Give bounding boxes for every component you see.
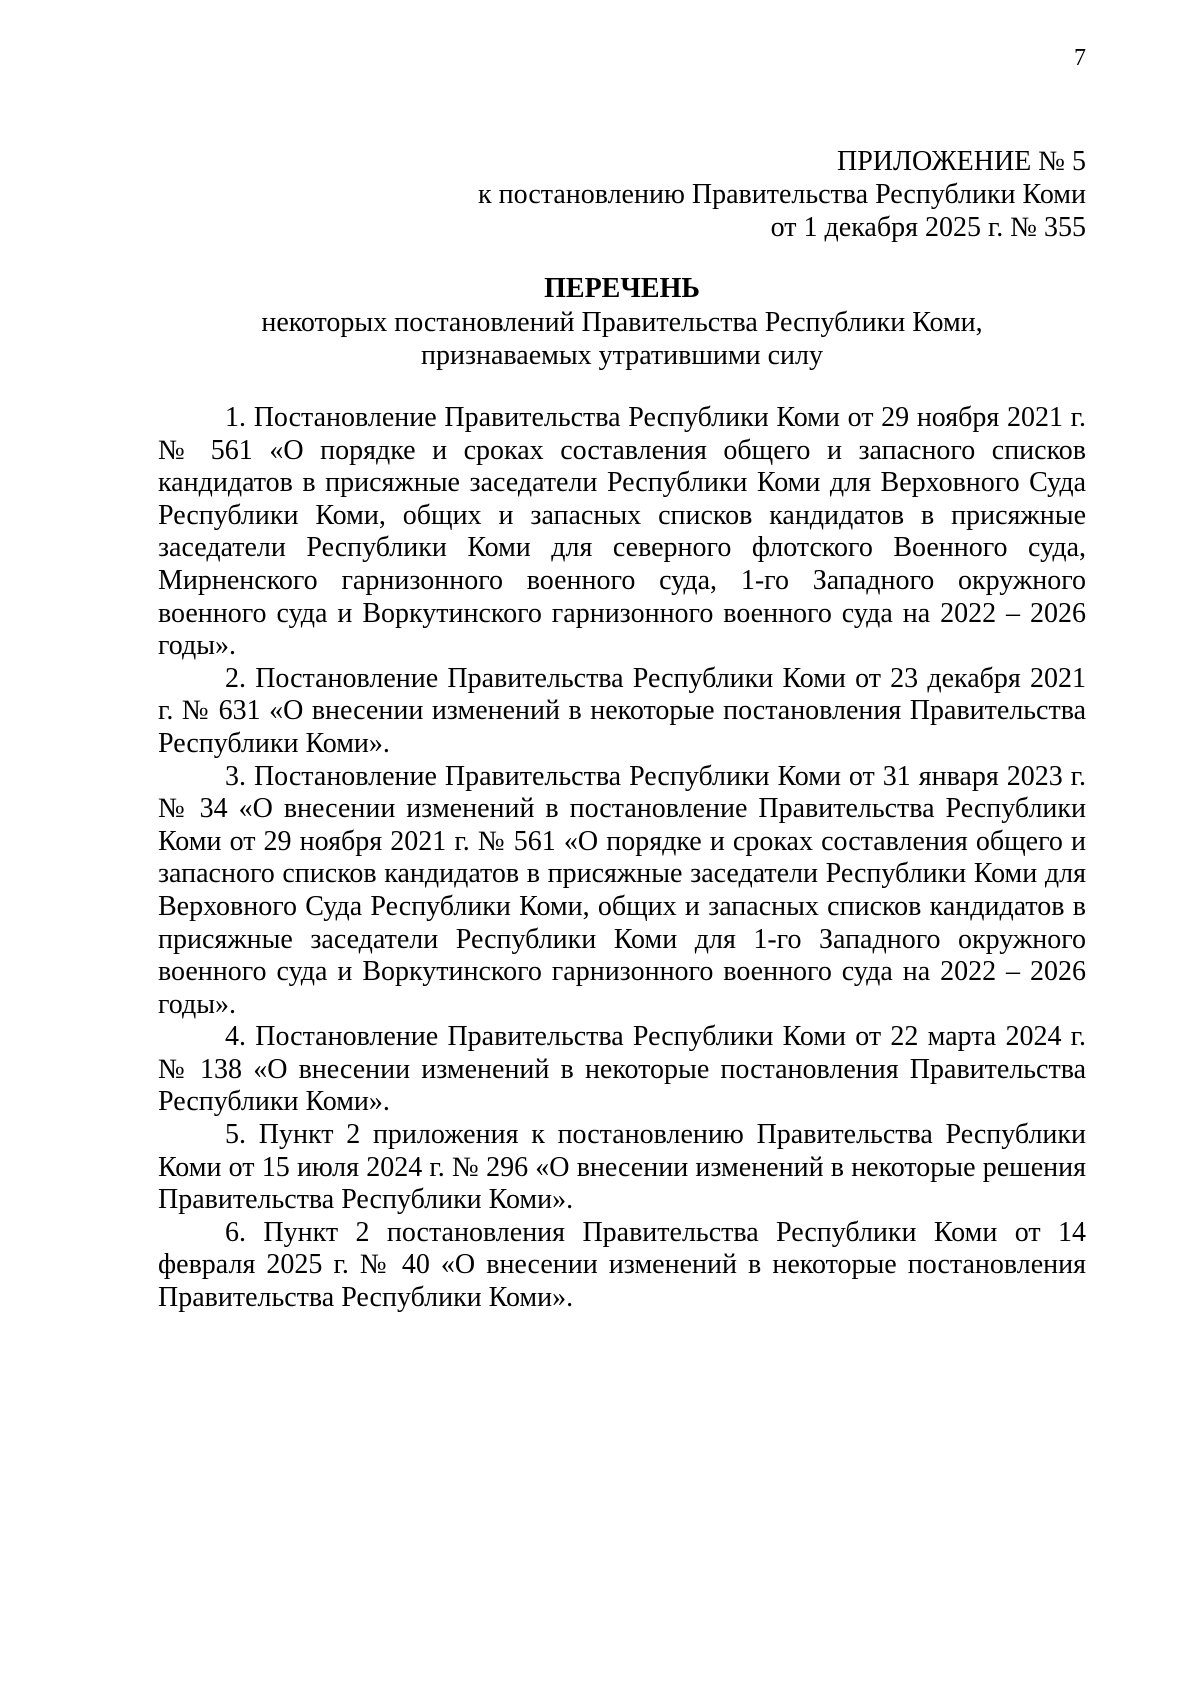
document-subtitle-line-2: признаваемых утратившими силу bbox=[420, 340, 824, 371]
appendix-header bbox=[478, 145, 1086, 244]
title-block bbox=[158, 272, 1086, 372]
document-subtitle-line-1: некоторых постановлений Правительства Республики Коми, bbox=[261, 307, 983, 338]
list-item-4: 4. Постановление Правительства Республики Коми от 22 марта 2024 г. № 138 «О внесении изменений в некоторые постановления Правительства Республики Коми». bbox=[158, 1021, 1086, 1118]
list-item-1: 1. Постановление Правительства Республики Коми от 29 ноября 2021 г. № 561 «О порядке и сроках составления общего и запасного списков кандидатов в присяжные заседатели Республики Коми для Верховного Суда Республики Коми, общих и запасных списков кандидатов в присяжные заседатели Республики Коми для северного флотского Военного суда, Мирненского гарнизонного военного суда, 1-го Западного окружного военного суда и Воркутинского гарнизонного военного суда на 2022 – 2026 годы». bbox=[158, 402, 1086, 662]
list-item-5: 5. Пункт 2 приложения к постановлению Правительства Республики Коми от 15 июля 2024 г. № 296 «О внесении изменений в некоторые решения Правительства Республики Коми». bbox=[158, 1119, 1086, 1216]
list-of-resolutions bbox=[158, 402, 1086, 1315]
list-item-2: 2. Постановление Правительства Республики Коми от 23 декабря 2021 г. № 631 «О внесении изменений в некоторые постановления Правительства Республики Коми». bbox=[158, 662, 1086, 759]
list-item-3: 3. Постановление Правительства Республики Коми от 31 января 2023 г. № 34 «О внесении изменений в постановление Правительства Республики Коми от 29 ноября 2021 г. № 561 «О порядке и сроках составления общего и запасного списков кандидатов в присяжные заседатели Республики Коми для Верховного Суда Республики Коми, общих и запасных списков кандидатов в присяжные заседатели Республики Коми для 1-го Западного окружного военного суда и Воркутинского гарнизонного военного суда на 2022 – 2026 годы». bbox=[158, 760, 1086, 1020]
page-number: 7 bbox=[1074, 45, 1086, 71]
appendix-number: ПРИЛОЖЕНИЕ № 5 bbox=[837, 146, 1086, 177]
appendix-reference: к постановлению Правительства Республики Коми bbox=[478, 179, 1086, 210]
list-item-6: 6. Пункт 2 постановления Правительства Республики Коми от 14 февраля 2025 г. № 40 «О внесении изменений в некоторые постановления Правительства Республики Коми». bbox=[158, 1216, 1086, 1314]
document-title: ПЕРЕЧЕНЬ bbox=[544, 273, 700, 304]
appendix-date: от 1 декабря 2025 г. № 355 bbox=[770, 212, 1086, 243]
